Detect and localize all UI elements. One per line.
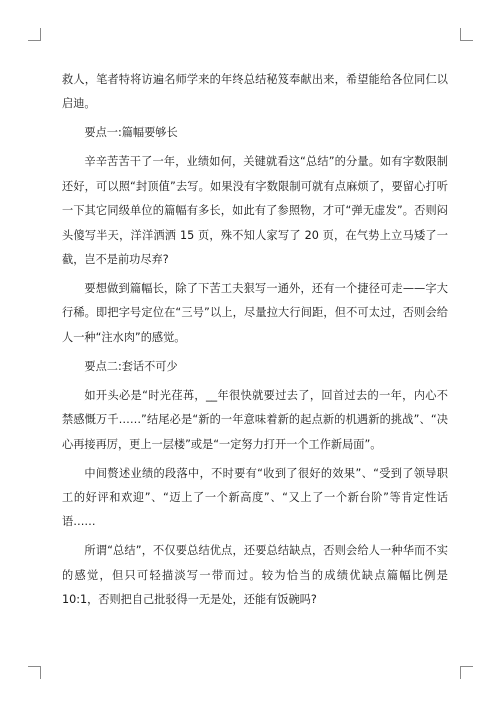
paragraph: 辛辛苦苦干了一年，业绩如何，关键就看这“总结”的分量。如有字数限制还好，可以照“封顶值”去写。如果没有字数限制可就有点麻烦了，要留心打听一下其它同级单位的篇幅有多长，如此有了参照物，才可“弹无虚发”。否则闷头傻写半天，洋洋洒洒 15 页，殊不知人家写了 20 页，在气势上立马矮了一截，岂不是前功尽弃? (62, 155, 448, 267)
crop-mark-bottom-right (460, 666, 473, 679)
paragraph: 如开头必是“时光荏苒，__年很快就要过去了，回首过去的一年，内心不禁感慨万千……”结尾必是“新的一年意味着新的起点新的机遇新的挑战”、“决心再接再厉，更上一层楼”或是“一定努力打开一个工作新局面”。 (62, 388, 448, 451)
crop-mark-top-left (28, 28, 41, 41)
paragraph: 所谓“总结”，不仅要总结优点，还要总结缺点，否则会给人一种华而不实的感觉，但只可轻描淡写一带而过。较为恰当的成绩优缺点篇幅比例是 10:1，否则把自己批驳得一无是处，还能有饭碗吗? (62, 544, 448, 607)
crop-mark-bottom-left (28, 666, 41, 679)
paragraph: 中间赘述业绩的段落中，不时要有“收到了很好的效果”、“受到了领导职工的好评和欢迎”、“迈上了一个新高度”、“又上了一个新台阶”等肯定性话语…… (62, 466, 448, 529)
section-heading-2: 要点二:套话不可少 (84, 359, 178, 373)
section-heading-1: 要点一:篇幅要够长 (84, 126, 178, 140)
document-body (62, 68, 448, 617)
paragraph-intro: 救人，笔者特将访遍名师学来的年终总结秘笈奉献出来，希望能给各位同仁以启迪。 (62, 73, 448, 111)
paragraph: 要想做到篇幅长，除了下苦工夫狠写一通外，还有一个捷径可走——字大行稀。即把字号定位在“三号”以上，尽量拉大行间距，但不可太过，否则会给人一种“注水肉”的感觉。 (62, 282, 448, 344)
crop-mark-top-right (460, 28, 473, 41)
